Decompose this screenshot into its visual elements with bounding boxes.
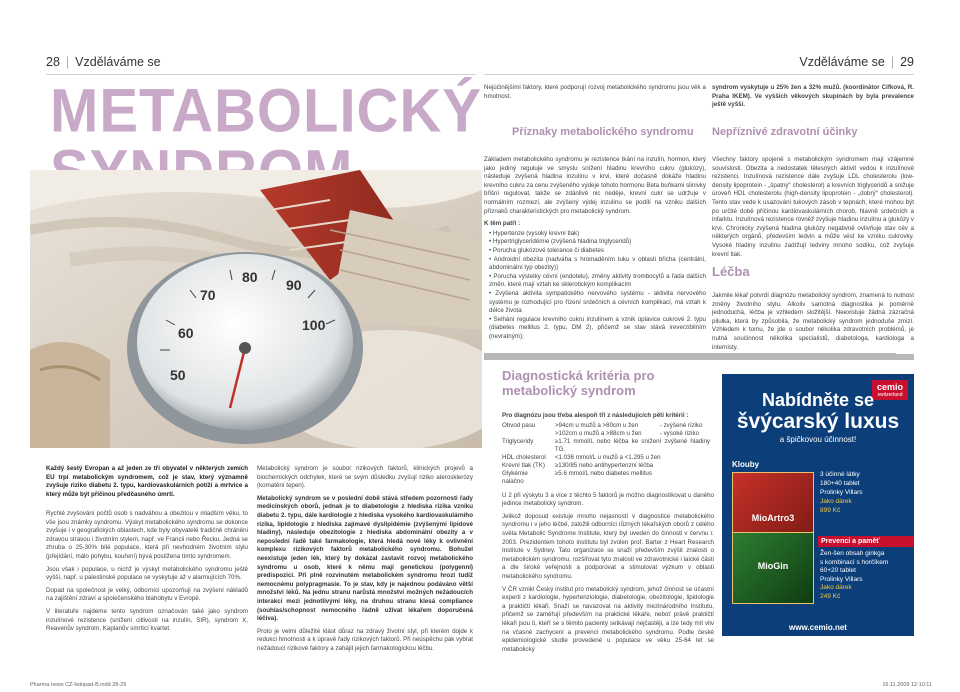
- article-title: METABOLICKÝ: [50, 76, 483, 146]
- left-col-paragraph-3: Dopad na společnost je velký, odborníci upozorňují na zvýšení nákladů na zajištění zdraví a společenského blahobytu v Evropě.: [46, 586, 248, 603]
- right-page-header: Vzděláváme se | 29: [799, 55, 914, 69]
- symptoms-list: [484, 230, 706, 342]
- ad-headline: Nabídněte se švýcarský luxus a špičkovou účinnost!: [736, 390, 900, 444]
- ad-box-label: Klouby: [732, 460, 760, 469]
- left-column: [46, 510, 248, 638]
- scale-photo-illustration: [30, 170, 482, 448]
- promo-banner: Prevenci a paměť: [818, 536, 914, 547]
- svg-text:90: 90: [286, 277, 302, 293]
- criteria-section: [502, 412, 714, 658]
- symptom-item: • Porucha výstelky cévní (endotelu), změny aktivity trombocytů a řada dalších změn, které mají vztah ke sklerotickým komplikacím: [489, 273, 706, 290]
- symptom-item: • Hypertriglyceridémie (zvýšená hladina triglyceridů): [489, 238, 706, 247]
- table-row: Obvod pasu >94cm u mužů a >80cm u žen - zvýšené riziko: [502, 421, 703, 429]
- offer-list-2: Žen-šen obsah ginkga s kombinací s horčíkem 60+20 tablet Prolinky Villars Jako dárek 249 Kč: [820, 550, 889, 600]
- offer-list-1: 3 účinné látky 180+40 tablet Prolinky Villars Jako dárek 899 Kč: [820, 471, 863, 514]
- svg-text:60: 60: [178, 325, 194, 341]
- left-section-title: Vzděláváme se: [75, 55, 161, 69]
- table-row: HDL cholesterol <1.036 mmol/L u mužů a <1.295 u žen: [502, 453, 661, 461]
- symptoms-text: Základem metabolického syndromu je rezistence tkání na inzulín, hormon, který jako jediný reguluje ve smyslu snížení hladinu krevního cukru (glukózy), následuje zvýšená hladina inzulínu v krvi, které dočasně dokáže hladinu krevního cukru za cenu zvýšeného výdeje tohoto hormonu Beta buňkami slinivky břišní regulovat, takže se zdánlivě nic neděje, krevní cukr se udržuje v normálním rozmezí, ale zvýšený výdej inzulínu se podílí na vzniku dalších příznaků charakteristických pro metabolický syndrom.: [484, 156, 706, 215]
- scale-photo: [30, 170, 482, 448]
- criteria-table: [502, 422, 714, 486]
- cemio-logo: cemio switzerland: [872, 380, 908, 400]
- footer-timestamp: 16.11.2009 12:10:11: [882, 682, 932, 688]
- intro-paragraph-right: syndrom vyskytuje u 25% žen a 32% mužů. (koordinátor Cífková, R. Praha IKEM). Ve vyšších věkových skupinách by byla prevalence ještě vyšší.: [712, 84, 914, 109]
- symptoms-section: [484, 156, 706, 341]
- header-rule-right: [484, 74, 914, 75]
- svg-text:70: 70: [200, 287, 216, 303]
- symptom-item: • Androidní obezita (nadváha s hromaděním tuku v oblasti břicha (centrální, abdominální typ obezity)): [489, 256, 706, 273]
- svg-text:100: 100: [302, 317, 326, 333]
- criteria-note: U 2 při výskytu 3 a více z těchto 5 faktorů je možno diagnostikovat u daného jedince metabolický syndrom.: [502, 491, 714, 508]
- mid-col-paragraph-1: Metabolický syndrom je soubor rizikových faktorů, klinických projevů a biochemických odchylek, které se svým důsledku zvyšují riziko aterosklerózy (komatění tepen).: [257, 465, 473, 490]
- middle-column: [257, 465, 473, 657]
- effects-text: Všechny faktory spojené s metabolickým syndromem mají vzájemné souvislosti. Obezita a nedostatek tělesných aktivit vedou k inzulínové rezistenci. Inzulínová rezistence dále zvyšuje LDL cholesterolu (low-density lipoprotein - „špatný“ cholesterol) a krevních triglyceridů a snižuje úroveň HDL cholesterolu (high-density lipoprotein - „dobrý“ cholesterol). Tento stav vede k usazování tukových zásob v tepnách, které mohou být po určité době příčinou kardiovaskulárních chorob, hlavně srdečních a infarktu. Inzulínová rezistence rovněž zvyšuje hladinu inzulínu a glukózy v krvi. Chronicky zvýšená hladina glukózy negativně ovlivňuje stav cév a některých orgánů, především ledvin a může vést ke vzniku cukrovky. Vysoké hladiny inzulínu zadržují ledviny mnoho sodíku, což zvyšuje krevní tlak.: [712, 156, 914, 258]
- criteria-heading: Diagnostická kritéria pro metabolický syndrom: [502, 368, 655, 398]
- left-page-number: 28: [46, 55, 60, 69]
- band-gap: [896, 350, 916, 354]
- symptom-item: • Zvýšená aktivita sympatického nervového systému - aktivita nervového systému je rozhodující pro řízení srdečních a cévních komplikací, má vztah k délce života: [489, 290, 706, 316]
- criteria-intro: Pro diagnózu jsou třeba alespoň tři z následujících pěti kritérií :: [502, 412, 689, 419]
- criteria-paragraph-1: Jelikož doposud existuje mnoho nejasností v diagnostice metabolického syndromu i v jeho léčbě, založili odborníci různých lékařských oborů z celého světa Metabolic Syndrome Institute, který byl uveden do činnosti v červnu r. 2003. Prezidentem tohoto institutu byl zvolen prof. Barter z Heart Research Institute v Sydney. Tato organizace se snaží především zvýšit znalosti o metabolickém syndromu, rozšiřovat tyto znalosti ve zdravotnické i laické části a dle široké veřejnosti a podporovat a stimulovat výzkum v oblasti metabolického syndromu.: [502, 512, 714, 580]
- effects-heading: Nepříznivé zdravotní účinky: [712, 126, 858, 138]
- symptom-item: • Porucha glukózové tolerance či diabetes: [489, 247, 706, 256]
- table-row: Glykémie nalačno ≥5.6 mmol/L nebo diabetes mellitus: [502, 469, 652, 485]
- cemio-advertisement[interactable]: [722, 374, 914, 636]
- left-col-paragraph-1: Rychlé zvyšování počtů osob s nadváhou a obezitou v mladším věku, to vše jsou známky syndromu. Výskyt metabolického syndromu se dokonce zvyšuje i v geografických oblastech, kde byly obyvatelé tradičně chráněni zdravou stravou i životním stylem, např. ve Francii nebo Řecku. Jedná se zhruba o 25-30% bílé populace, která při nevhodném životním stylu (přejídání, málo pohybu, kouření) bývá postižena tímto syndromem.: [46, 510, 248, 560]
- table-row: Triglyceridy ≥1.71 mmol/L nebo léčba ke snížení zvýšené hladiny TG.: [502, 437, 710, 453]
- symptom-item: • Hypertenze (vysoký krevní tlak): [489, 230, 706, 239]
- treatment-text: Jakmile lékař potvrdí diagnózu metabolický syndrom, znamená to nutnost změny životního stylu. Alkoliv samotná diagnostika je poměrně jednoduchá, léčba je vzhledem složitější. Neexistuje žádná zázračná pilulka, která by způsobila, že metabolický syndrom jednoduše zmizí. Vzhledem k tomu, že jde o soubor několika zdravotních problémů, je nutná součinnost několika specialistů, diabetologa, kardiologa a internisty.: [712, 292, 914, 351]
- right-page-number: 29: [900, 55, 914, 69]
- left-col-paragraph-4: V literatuře najdeme tento syndrom označován také jako syndrom inzulínové rezistence (snížení citlivosti na inzulín, SIR), syndrom X, Reavenův syndrom, Kaplanův smrtící kvartet.: [46, 607, 248, 633]
- symptoms-list-intro: K těm patří :: [484, 220, 521, 228]
- intro-paragraph: Nejúčinějšími faktory, které podporují rozvoj metabolického syndromu jsou věk a hmotnost.: [484, 84, 706, 100]
- mid-col-paragraph-2: Metabolický syndrom se v poslední době stává středem pozornosti řady medicínských oborů, jednak je to diabetologie z hlediska rizika vzniku diabetu 2. typu, dále kardiologie z hlediska vysokého kardiovaskulárního rizika, lipidologie z hlediska zajímavé dyslipidémie (zvýšenými lipidové hladiny), následuje obezitologie z hlediska abdominální obezity a v neposlední řadě také farmakologie, která hledá nové léky k ovlivnění komplexu rizikových faktorů metabolického syndromu. Bohužel neexistuje jeden lék, který by dokázal zastavit rozvoj metabolického syndromu u osob, které k němu mají genetickou (polygenní) predispozici. Při plně rozvinutém metabolickém syndromu hrozí tudíž nemocnému polypragmasie. To je stav, kdy je najednou podáváno větší množství léků. Na jednu stranu narůstá množství možných nežádoucích interakcí mezi jednotlivými léky, na druhou stranu klesá compliance (souhlas/schopnost nemocného řádně užívat lékařem doporučená léčiva).: [257, 494, 473, 623]
- left-page-header: 28 | Vzděláváme se: [46, 55, 161, 69]
- mid-col-paragraph-3: Proto je velmi důležité klást důraz na zdravý životní styl, při kterém dojde k redukci hmotnosti a k úpravě řady rizikových faktorů. Při neúspěchu pak vybrat nežádoucí rizikové faktory a zahájit jejich farmakologickou léčbu.: [257, 627, 473, 652]
- product-box-mioartro: MioArtro3: [732, 472, 814, 574]
- right-section-title: Vzděláváme se: [799, 55, 885, 69]
- symptom-item: • Selhání regulace krevního cukru inzulínem a vznik úplavice cukrové 2. typu (diabetes mellitus 2. typu, DM 2), přičemž se stav stává ireverzibilním (nevratným);: [489, 316, 706, 342]
- table-row: Krevní tlak (TK) ≥130/85 nebo antihypertenzní léčba: [502, 461, 654, 469]
- criteria-paragraph-2: V ČR vznikl Český institut pro metabolický syndrom, jehož činnost se účastní experti z kardiologie, hypertenziologie, diabetologie, obezitologie, lipidologie a praktičtí lékaři. Snaží se navazovat na aktivity mezinárodního Institutu, přičemž se zaměřují především na praktické lékaře, neboť právě praktičtí lékaři jsou ti, kteří se s těmito pacienty setkávají nejčastěji, a lze tedy mít vliv na včasné zachycení a prevenci metabolického syndromu. Podle české epidemiologické studie provedené u populace ve věku 25-64 let se metabolický: [502, 585, 714, 653]
- footer-file-info: Pharma news CZ-listopad-B.indd 28-29: [30, 682, 127, 688]
- svg-text:50: 50: [170, 367, 186, 383]
- symptoms-heading: Příznaky metabolického syndromu: [512, 126, 694, 138]
- header-rule-left: [46, 74, 476, 75]
- treatment-heading: Léčba: [712, 264, 750, 279]
- lead-paragraph: Každý šestý Evropan a až jeden ze tří obyvatel v některých zemích EU trpí metabolickým syndromem, což je stav, který významně zvyšuje riziko diabetu 2. typu, kardiovaskulárních potíží a mrtvice a který může být příčinou předčasného úmrtí.: [46, 465, 248, 498]
- left-col-paragraph-2: Jsou však i populace, u nichž je výskyt metabolického syndromu ještě vyšší, např. u palestinské populace se vyskytuje až v alarmujících 70%.: [46, 565, 248, 582]
- ad-website[interactable]: www.cemio.net: [789, 623, 847, 632]
- table-row: >102cm u mužů a >88cm u žen - vysoké riziko: [554, 429, 700, 437]
- svg-text:80: 80: [242, 269, 258, 285]
- criteria-band: [484, 353, 914, 360]
- product-box-miogin: MioGin: [732, 532, 814, 604]
